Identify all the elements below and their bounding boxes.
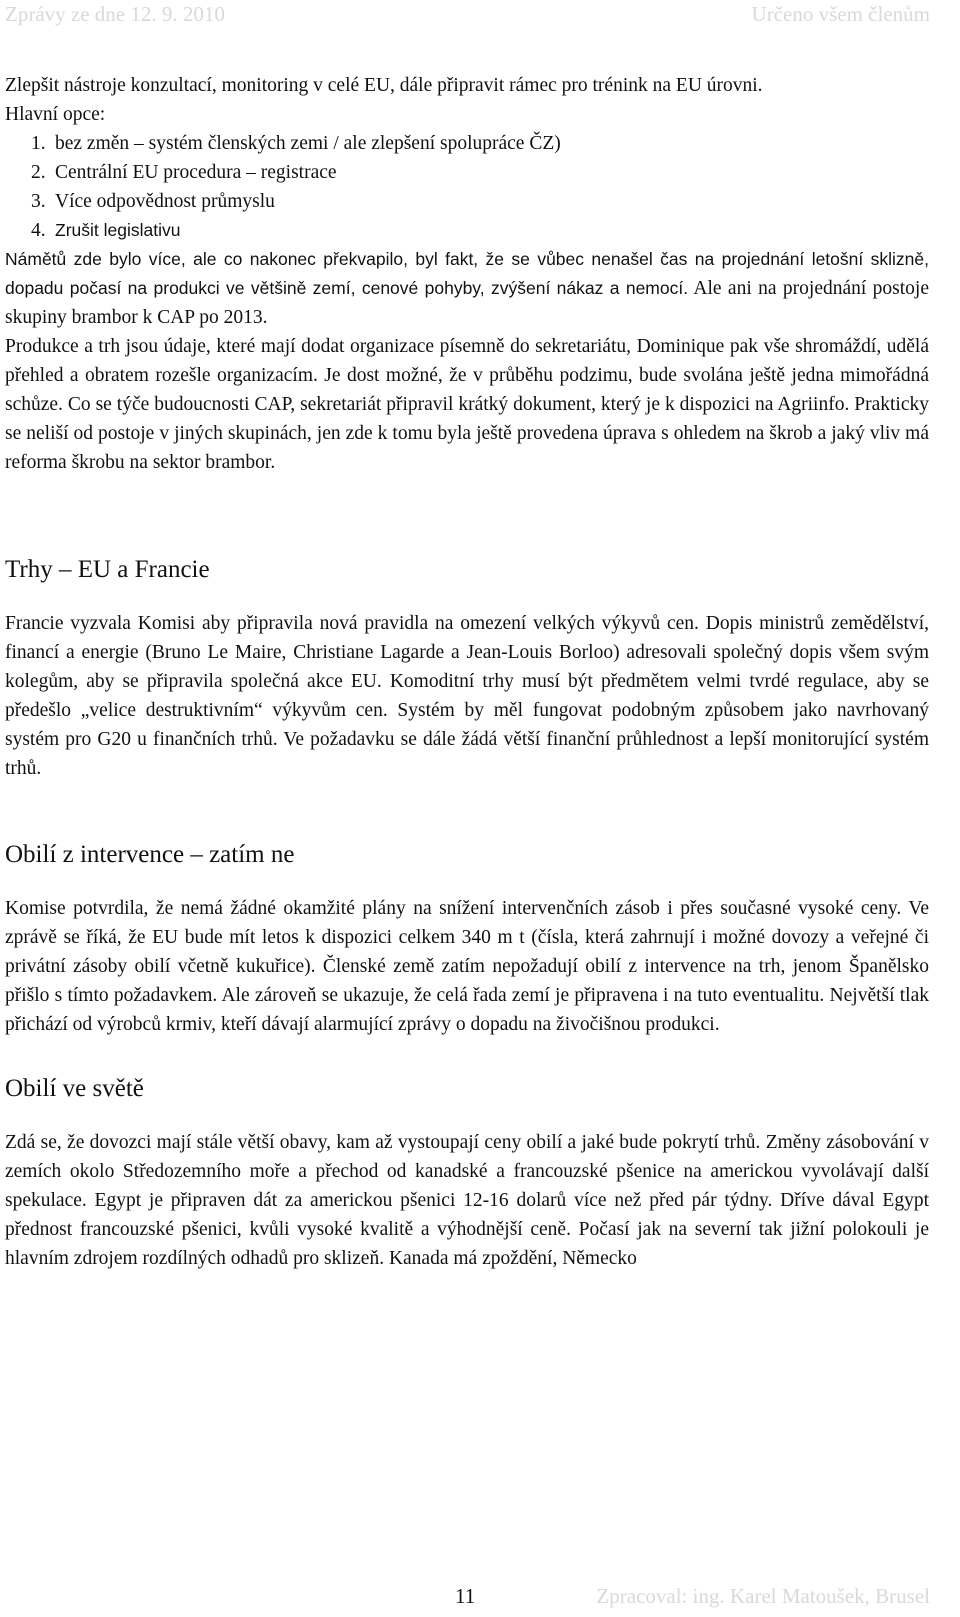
paragraph-part: Ale ani na projednání postoje skupiny brambor k CAP po 2013. xyxy=(5,278,930,328)
page-footer xyxy=(0,1572,960,1612)
section-heading: Obilí z intervence – zatím ne xyxy=(5,841,295,868)
footer-author: Zpracoval: ing. Karel Matoušek, Brusel xyxy=(596,1584,930,1608)
section-heading: Trhy – EU a Francie xyxy=(5,556,210,583)
header-date: Zprávy ze dne 12. 9. 2010 xyxy=(5,2,225,26)
section-heading: Obilí ve světě xyxy=(5,1075,144,1102)
page-header xyxy=(0,0,960,30)
header-audience: Určeno všem členům xyxy=(751,2,930,26)
options-list xyxy=(5,129,929,245)
list-item xyxy=(31,158,929,187)
document-body xyxy=(5,71,929,1273)
page-number: 11 xyxy=(455,1584,476,1608)
list-text: bez změn – systém členských zemi / ale zlepšení spolupráce ČZ) xyxy=(55,133,561,154)
options-label: Hlavní opce: xyxy=(5,104,106,125)
list-item xyxy=(31,129,929,158)
list-item xyxy=(31,187,929,216)
section-body: Francie vyzvala Komisi aby připravila nová pravidla na omezení velkých výkyvů cen. Dopis ministrů zemědělství, financí a energie (Bruno Le Maire, Christiane Lagarde a Jean-Louis Borloo) adresovali společný dopis všem svým kolegům, aby se připravila společná akce EU. Komoditní trhy musí být předmětem velmi tvrdé regulace, aby se předešlo „velice destruktivním“ výkyvům cen. Systém by měl fungovat podobným způsobem jako navrhovaný systém pro G20 u finančních trhů. Ve požadavku se dále žádá větší finanční průhlednost a lepší monitorující systém trhů. xyxy=(5,613,929,779)
intro-paragraph: Zlepšit nástroje konzultací, monitoring v celé EU, dále připravit rámec pro trénink na EU úrovni. xyxy=(5,75,763,96)
list-text: Centrální EU procedura – registrace xyxy=(55,162,337,183)
list-number: 3. xyxy=(31,191,46,212)
list-number: 1. xyxy=(31,133,46,154)
section-body: Zdá se, že dovozci mají stále větší obavy, kam až vystoupají ceny obilí a jaké bude pokrytí trhů. Změny zásobování v zemích okolo Středozemního moře a přechod od kanadské a francouzské pšenice na americkou vyvolávají další spekulace. Egypt je připraven dát za americkou pšenici 12-16 dolarů více než před pár týdny. Dříve dával Egypt přednost francouzské pšenici, kvůli vysoké kvalitě a výhodnější ceně. Počasí jak na severní tak jižní polokouli je hlavním zdrojem rozdílných odhadů pro sklizeň. Kanada má zpoždění, Německo xyxy=(5,1132,929,1269)
list-text: Více odpovědnost průmyslu xyxy=(55,191,275,212)
list-item xyxy=(31,216,929,245)
paragraph-part: Námětů zde bylo více, ale co nakonec překvapilo, byl fakt, že se vůbec nenašel čas na projednání letošní sklizně, dopadu počasí na produkci ve většině zemí, cenové pohyby, zvýšení nákaz a nemocí. xyxy=(5,249,929,298)
list-number: 2. xyxy=(31,162,46,183)
list-text: Zrušit legislativu xyxy=(55,220,181,240)
body-paragraph xyxy=(5,245,929,332)
list-number: 4. xyxy=(31,220,46,241)
section-body: Komise potvrdila, že nemá žádné okamžité plány na snížení intervenčních zásob i přes současné vysoké ceny. Ve zprávě se říká, že EU bude mít letos k dispozici celkem 340 m t (čísla, která zahrnují i možné dovozy a veřejné či privátní zásoby obilí včetně kukuřice). Členské země zatím nepožadují obilí z intervence na trh, jenom Španělsko přišlo s tímto požadavkem. Ale zároveň se ukazuje, že celá řada zemí je připravena i na tuto eventualitu. Největší tlak přichází od výrobců krmiv, kteří dávají alarmující zprávy o dopadu na živočišnou produkci. xyxy=(5,898,929,1035)
body-paragraph: Produkce a trh jsou údaje, které mají dodat organizace písemně do sekretariátu, Dominique pak vše shromáždí, udělá přehled a obratem rozešle organizacím. Je dost možné, že v průběhu podzimu, bude svolána ještě jedna mimořádná schůze. Co se týče budoucnosti CAP, sekretariát připravil krátký dokument, který je k dispozici na Agriinfo. Prakticky se neliší od postoje v jiných skupinách, jen zde k tomu byla ještě provedena úprava s ohledem na škrob a jaký vliv má reforma škrobu na sektor brambor. xyxy=(5,336,929,473)
